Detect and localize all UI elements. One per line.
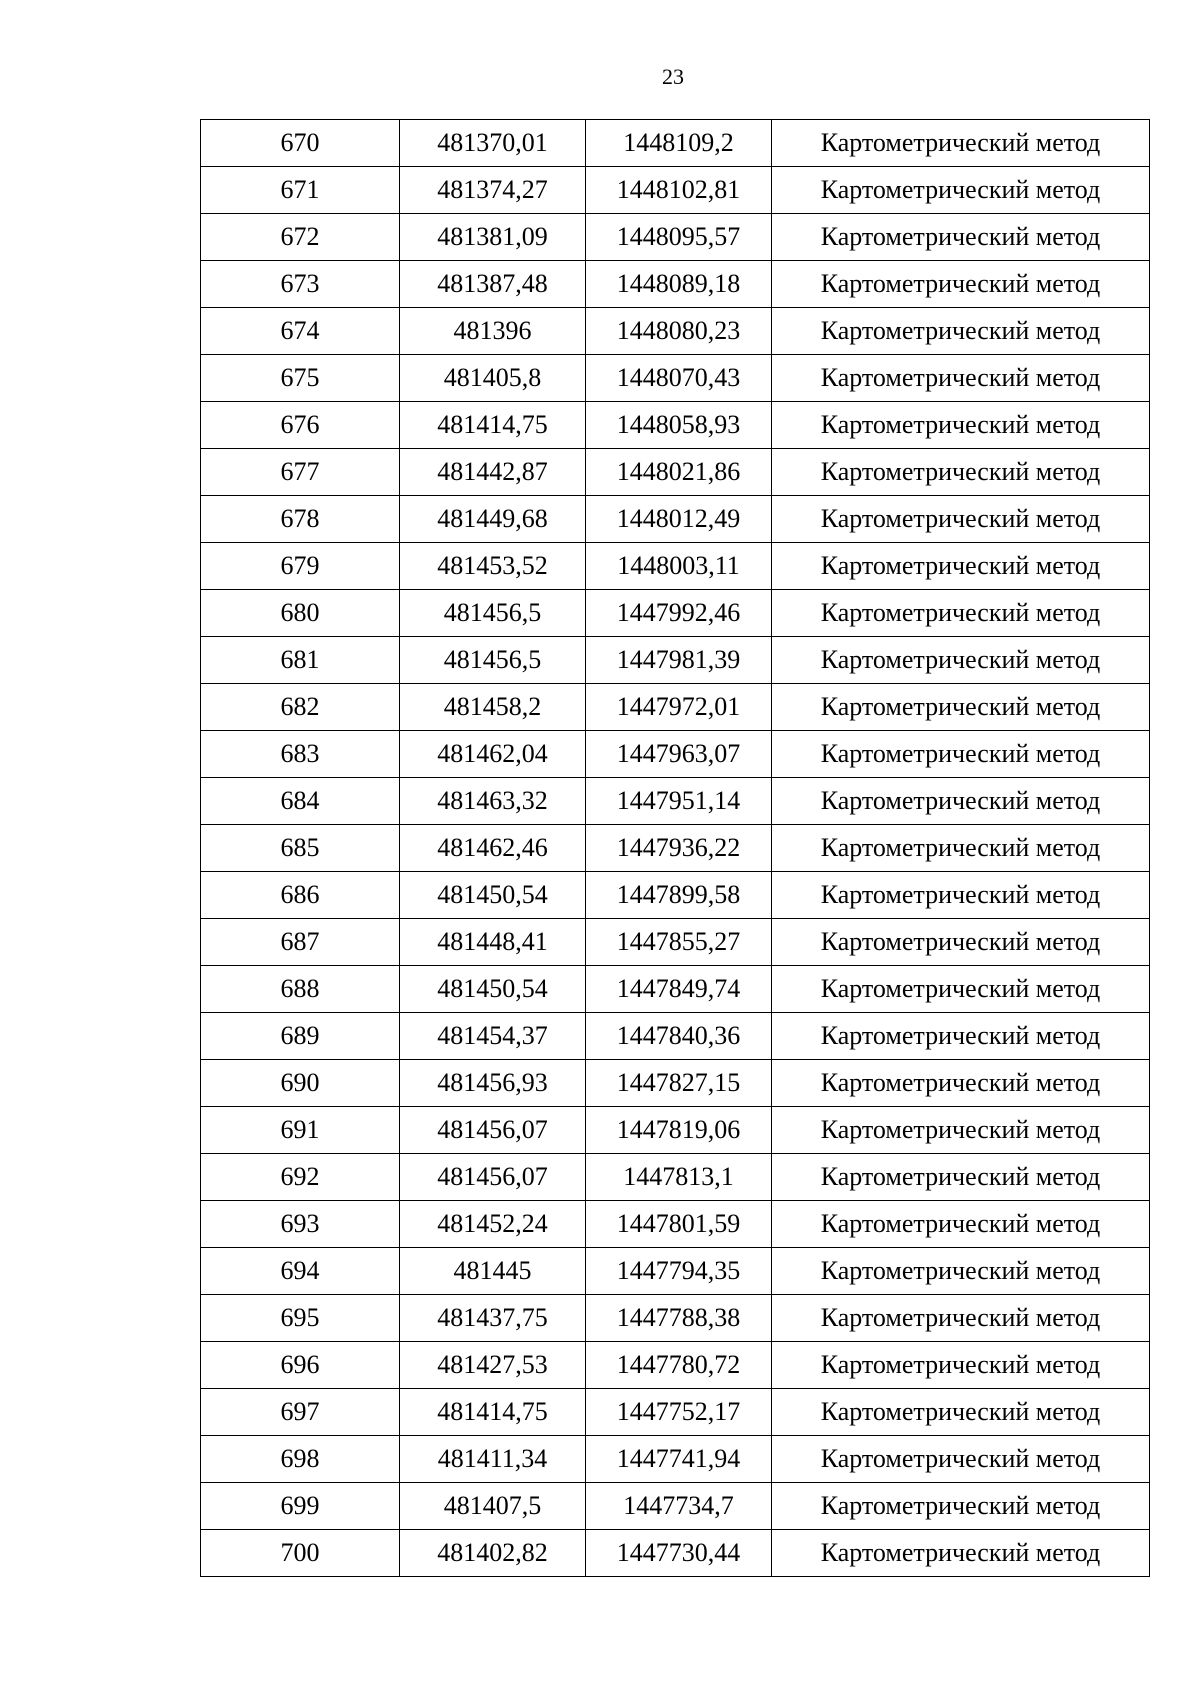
x-coordinate-cell: 481463,32 <box>400 778 586 825</box>
point-number-cell: 676 <box>201 402 400 449</box>
x-coordinate-cell: 481462,04 <box>400 731 586 778</box>
x-coordinate-cell: 481396 <box>400 308 586 355</box>
x-coordinate-cell: 481462,46 <box>400 825 586 872</box>
x-coordinate-cell: 481381,09 <box>400 214 586 261</box>
x-coordinate-cell: 481458,2 <box>400 684 586 731</box>
y-coordinate-cell: 1447794,35 <box>586 1248 772 1295</box>
x-coordinate-cell: 481448,41 <box>400 919 586 966</box>
x-coordinate-cell: 481407,5 <box>400 1483 586 1530</box>
point-number-cell: 679 <box>201 543 400 590</box>
x-coordinate-cell: 481411,34 <box>400 1436 586 1483</box>
point-number-cell: 675 <box>201 355 400 402</box>
table-row <box>201 1201 1150 1248</box>
method-cell: Картометрический метод <box>772 1342 1150 1389</box>
method-cell: Картометрический метод <box>772 261 1150 308</box>
table-row <box>201 355 1150 402</box>
method-cell: Картометрический метод <box>772 1483 1150 1530</box>
y-coordinate-cell: 1447963,07 <box>586 731 772 778</box>
point-number-cell: 685 <box>201 825 400 872</box>
method-cell: Картометрический метод <box>772 872 1150 919</box>
method-cell: Картометрический метод <box>772 1530 1150 1577</box>
point-number-cell: 698 <box>201 1436 400 1483</box>
method-cell: Картометрический метод <box>772 214 1150 261</box>
table-row <box>201 496 1150 543</box>
y-coordinate-cell: 1447741,94 <box>586 1436 772 1483</box>
x-coordinate-cell: 481370,01 <box>400 120 586 167</box>
coordinates-table-body <box>201 120 1150 1577</box>
table-row <box>201 1483 1150 1530</box>
point-number-cell: 671 <box>201 167 400 214</box>
point-number-cell: 680 <box>201 590 400 637</box>
method-cell: Картометрический метод <box>772 449 1150 496</box>
table-row <box>201 1295 1150 1342</box>
point-number-cell: 673 <box>201 261 400 308</box>
x-coordinate-cell: 481456,5 <box>400 590 586 637</box>
y-coordinate-cell: 1447801,59 <box>586 1201 772 1248</box>
method-cell: Картометрический метод <box>772 543 1150 590</box>
y-coordinate-cell: 1447840,36 <box>586 1013 772 1060</box>
table-row <box>201 214 1150 261</box>
table-row <box>201 1013 1150 1060</box>
point-number-cell: 693 <box>201 1201 400 1248</box>
y-coordinate-cell: 1448109,2 <box>586 120 772 167</box>
table-row <box>201 543 1150 590</box>
table-row <box>201 637 1150 684</box>
method-cell: Картометрический метод <box>772 355 1150 402</box>
x-coordinate-cell: 481456,07 <box>400 1154 586 1201</box>
point-number-cell: 691 <box>201 1107 400 1154</box>
table-row <box>201 590 1150 637</box>
point-number-cell: 678 <box>201 496 400 543</box>
y-coordinate-cell: 1447734,7 <box>586 1483 772 1530</box>
x-coordinate-cell: 481453,52 <box>400 543 586 590</box>
method-cell: Картометрический метод <box>772 167 1150 214</box>
method-cell: Картометрический метод <box>772 120 1150 167</box>
y-coordinate-cell: 1448012,49 <box>586 496 772 543</box>
table-row <box>201 684 1150 731</box>
table-row <box>201 261 1150 308</box>
x-coordinate-cell: 481456,5 <box>400 637 586 684</box>
method-cell: Картометрический метод <box>772 731 1150 778</box>
table-row <box>201 1107 1150 1154</box>
x-coordinate-cell: 481445 <box>400 1248 586 1295</box>
table-row <box>201 1389 1150 1436</box>
method-cell: Картометрический метод <box>772 1013 1150 1060</box>
x-coordinate-cell: 481405,8 <box>400 355 586 402</box>
page-number: 23 <box>662 64 684 89</box>
method-cell: Картометрический метод <box>772 1154 1150 1201</box>
method-cell: Картометрический метод <box>772 684 1150 731</box>
x-coordinate-cell: 481427,53 <box>400 1342 586 1389</box>
y-coordinate-cell: 1447936,22 <box>586 825 772 872</box>
y-coordinate-cell: 1447972,01 <box>586 684 772 731</box>
y-coordinate-cell: 1447780,72 <box>586 1342 772 1389</box>
method-cell: Картометрический метод <box>772 590 1150 637</box>
point-number-cell: 683 <box>201 731 400 778</box>
method-cell: Картометрический метод <box>772 919 1150 966</box>
method-cell: Картометрический метод <box>772 1295 1150 1342</box>
method-cell: Картометрический метод <box>772 1060 1150 1107</box>
y-coordinate-cell: 1447899,58 <box>586 872 772 919</box>
table-row <box>201 872 1150 919</box>
x-coordinate-cell: 481414,75 <box>400 1389 586 1436</box>
y-coordinate-cell: 1447992,46 <box>586 590 772 637</box>
point-number-cell: 695 <box>201 1295 400 1342</box>
point-number-cell: 692 <box>201 1154 400 1201</box>
point-number-cell: 672 <box>201 214 400 261</box>
method-cell: Картометрический метод <box>772 1389 1150 1436</box>
table-row <box>201 402 1150 449</box>
point-number-cell: 699 <box>201 1483 400 1530</box>
point-number-cell: 700 <box>201 1530 400 1577</box>
point-number-cell: 684 <box>201 778 400 825</box>
method-cell: Картометрический метод <box>772 1201 1150 1248</box>
point-number-cell: 677 <box>201 449 400 496</box>
y-coordinate-cell: 1447752,17 <box>586 1389 772 1436</box>
table-row <box>201 1530 1150 1577</box>
point-number-cell: 690 <box>201 1060 400 1107</box>
x-coordinate-cell: 481402,82 <box>400 1530 586 1577</box>
point-number-cell: 686 <box>201 872 400 919</box>
table-row <box>201 1154 1150 1201</box>
y-coordinate-cell: 1448058,93 <box>586 402 772 449</box>
method-cell: Картометрический метод <box>772 1436 1150 1483</box>
table-row <box>201 167 1150 214</box>
method-cell: Картометрический метод <box>772 637 1150 684</box>
y-coordinate-cell: 1448095,57 <box>586 214 772 261</box>
point-number-cell: 696 <box>201 1342 400 1389</box>
point-number-cell: 688 <box>201 966 400 1013</box>
method-cell: Картометрический метод <box>772 496 1150 543</box>
table-row <box>201 778 1150 825</box>
y-coordinate-cell: 1447981,39 <box>586 637 772 684</box>
y-coordinate-cell: 1447819,06 <box>586 1107 772 1154</box>
table-row <box>201 1342 1150 1389</box>
y-coordinate-cell: 1447855,27 <box>586 919 772 966</box>
y-coordinate-cell: 1448070,43 <box>586 355 772 402</box>
x-coordinate-cell: 481449,68 <box>400 496 586 543</box>
y-coordinate-cell: 1448102,81 <box>586 167 772 214</box>
table-row <box>201 1436 1150 1483</box>
x-coordinate-cell: 481437,75 <box>400 1295 586 1342</box>
table-row <box>201 966 1150 1013</box>
table-row <box>201 731 1150 778</box>
y-coordinate-cell: 1447730,44 <box>586 1530 772 1577</box>
table-row <box>201 1248 1150 1295</box>
y-coordinate-cell: 1447827,15 <box>586 1060 772 1107</box>
x-coordinate-cell: 481452,24 <box>400 1201 586 1248</box>
y-coordinate-cell: 1448089,18 <box>586 261 772 308</box>
x-coordinate-cell: 481456,07 <box>400 1107 586 1154</box>
point-number-cell: 681 <box>201 637 400 684</box>
x-coordinate-cell: 481456,93 <box>400 1060 586 1107</box>
table-row <box>201 308 1150 355</box>
point-number-cell: 682 <box>201 684 400 731</box>
y-coordinate-cell: 1448080,23 <box>586 308 772 355</box>
y-coordinate-cell: 1447849,74 <box>586 966 772 1013</box>
table-row <box>201 919 1150 966</box>
method-cell: Картометрический метод <box>772 778 1150 825</box>
table-row <box>201 1060 1150 1107</box>
table-row <box>201 449 1150 496</box>
method-cell: Картометрический метод <box>772 1248 1150 1295</box>
method-cell: Картометрический метод <box>772 1107 1150 1154</box>
table-row <box>201 825 1150 872</box>
y-coordinate-cell: 1447813,1 <box>586 1154 772 1201</box>
y-coordinate-cell: 1448003,11 <box>586 543 772 590</box>
x-coordinate-cell: 481414,75 <box>400 402 586 449</box>
point-number-cell: 674 <box>201 308 400 355</box>
x-coordinate-cell: 481450,54 <box>400 966 586 1013</box>
method-cell: Картометрический метод <box>772 402 1150 449</box>
x-coordinate-cell: 481374,27 <box>400 167 586 214</box>
x-coordinate-cell: 481442,87 <box>400 449 586 496</box>
point-number-cell: 697 <box>201 1389 400 1436</box>
table-row <box>201 120 1150 167</box>
y-coordinate-cell: 1447788,38 <box>586 1295 772 1342</box>
x-coordinate-cell: 481450,54 <box>400 872 586 919</box>
method-cell: Картометрический метод <box>772 825 1150 872</box>
method-cell: Картометрический метод <box>772 966 1150 1013</box>
x-coordinate-cell: 481387,48 <box>400 261 586 308</box>
y-coordinate-cell: 1448021,86 <box>586 449 772 496</box>
point-number-cell: 694 <box>201 1248 400 1295</box>
y-coordinate-cell: 1447951,14 <box>586 778 772 825</box>
method-cell: Картометрический метод <box>772 308 1150 355</box>
x-coordinate-cell: 481454,37 <box>400 1013 586 1060</box>
point-number-cell: 687 <box>201 919 400 966</box>
point-number-cell: 670 <box>201 120 400 167</box>
coordinates-table <box>200 119 1150 1577</box>
point-number-cell: 689 <box>201 1013 400 1060</box>
